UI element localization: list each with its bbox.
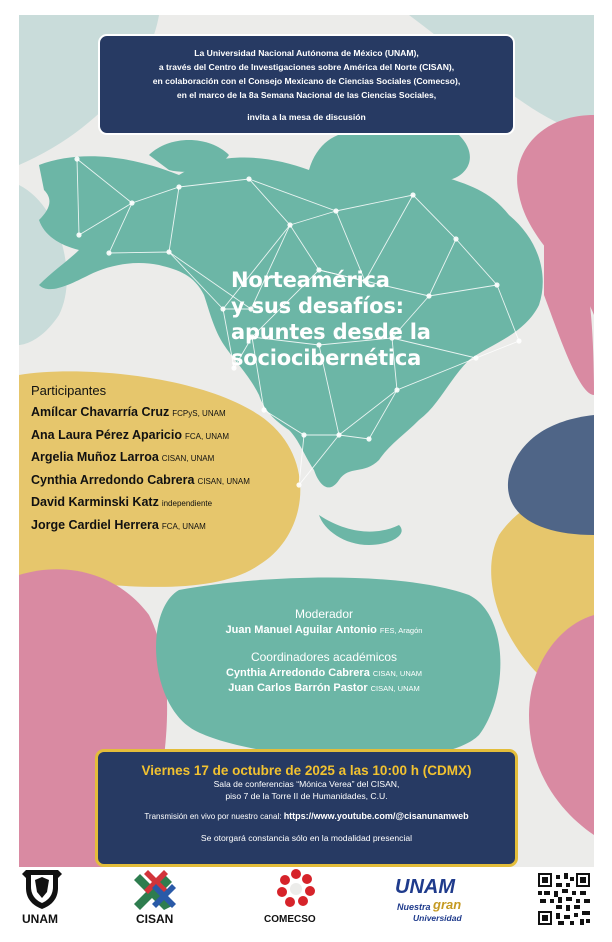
- title-line: apuntes desde la: [231, 320, 431, 344]
- cisan-logo: [134, 868, 180, 930]
- coordinator-name: Juan Carlos Barrón Pastor: [228, 682, 368, 694]
- unam-slogan-3: Universidad: [413, 913, 462, 923]
- coordinator-affiliation: CISAN, UNAM: [372, 669, 422, 678]
- participant-affiliation: independiente: [161, 499, 213, 508]
- unam-slogan-2: gran: [433, 897, 462, 912]
- participant-name: David Karminski Katz: [31, 495, 159, 509]
- participant-name: Jorge Cardiel Herrera: [31, 517, 159, 532]
- comecso-logo: [262, 868, 332, 930]
- participant-name: Cynthia Arredondo Cabrera: [31, 472, 195, 487]
- comecso-icon: [276, 868, 316, 910]
- participant-affiliation: CISAN, UNAM: [197, 476, 250, 486]
- venue-line: Sala de conferencias “Mónica Verea” del CISAN,: [213, 779, 400, 789]
- participants-section: [31, 383, 301, 540]
- coordinator-affiliation: CISAN, UNAM: [370, 684, 420, 693]
- unam-shield-icon: [22, 868, 62, 910]
- stream-label: Transmisión en vivo por nuestro canal:: [144, 812, 282, 821]
- poster: [19, 15, 594, 867]
- header-line: a través del Centro de Investigaciones sobre América del Norte (CISAN),: [158, 62, 455, 72]
- title-line: sociocibernética: [231, 346, 422, 370]
- participant-row: [31, 428, 301, 451]
- participant-row: [31, 405, 301, 428]
- event-title: [231, 267, 491, 371]
- participant-affiliation: FCPyS, UNAM: [172, 409, 226, 418]
- stream-link[interactable]: https://www.youtube.com/@cisanunamweb: [283, 811, 469, 821]
- title-line: y sus desafíos:: [231, 294, 404, 318]
- header-line: La Universidad Nacional Autónoma de México (UNAM),: [194, 48, 419, 58]
- participant-name: Ana Laura Pérez Aparicio: [31, 427, 182, 442]
- moderator-affiliation: FES, Aragón: [379, 626, 423, 635]
- title-line: Norteamérica: [231, 268, 390, 292]
- participant-row: [31, 473, 301, 496]
- comecso-caption: COMECSO: [264, 914, 316, 925]
- unam-slogan-1: Nuestra: [397, 902, 431, 912]
- venue-line: piso 7 de la Torre II de Humanidades, C.U.: [225, 791, 388, 801]
- participant-row: [31, 518, 301, 541]
- participant-affiliation: FCA, UNAM: [161, 521, 206, 531]
- moderator-section: [169, 607, 479, 694]
- participant-row: [31, 450, 301, 473]
- coordinators-label: Coordinadores académicos: [250, 650, 398, 664]
- participant-name: Amílcar Chavarría Cruz: [31, 405, 170, 419]
- unam-caption: UNAM: [22, 912, 58, 926]
- event-date: Viernes 17 de octubre de 2025 a las 10:00 h (CDMX): [141, 763, 472, 778]
- cisan-icon: [134, 868, 178, 910]
- qr-code[interactable]: [538, 873, 590, 925]
- moderator-name-row: [169, 624, 479, 636]
- unam-brand-text: UNAM: [395, 876, 455, 898]
- event-details-box: [95, 749, 518, 867]
- unam-brand-logo: [393, 868, 473, 930]
- participant-row: [31, 495, 301, 518]
- moderator-name: Juan Manuel Aguilar Antonio: [225, 624, 377, 636]
- cisan-caption: CISAN: [136, 912, 174, 926]
- unam-shield-logo: [22, 868, 62, 928]
- coordinator-name: Cynthia Arredondo Cabrera: [225, 667, 370, 679]
- qr-code-icon: [538, 873, 590, 925]
- moderator-label: Moderador: [294, 607, 354, 621]
- participants-heading: Participantes: [31, 383, 107, 398]
- certificate-note: Se otorgará constancia sólo en la modalidad presencial: [200, 833, 413, 843]
- header-line: en colaboración con el Consejo Mexicano de Ciencias Sociales (Comecso),: [152, 76, 461, 86]
- participant-affiliation: CISAN, UNAM: [161, 454, 215, 463]
- coordinator-row: [169, 682, 479, 694]
- header-line: en el marco de la 8a Semana Nacional de las Ciencias Sociales,: [176, 90, 437, 100]
- stream-row: [98, 811, 515, 821]
- coordinator-row: [169, 667, 479, 679]
- invite-text: invita a la mesa de discusión: [247, 112, 366, 122]
- header-box: [98, 34, 515, 135]
- participant-name: Argelia Muñoz Larroa: [31, 450, 159, 464]
- participant-affiliation: FCA, UNAM: [184, 431, 229, 441]
- logo-strip: [0, 868, 612, 942]
